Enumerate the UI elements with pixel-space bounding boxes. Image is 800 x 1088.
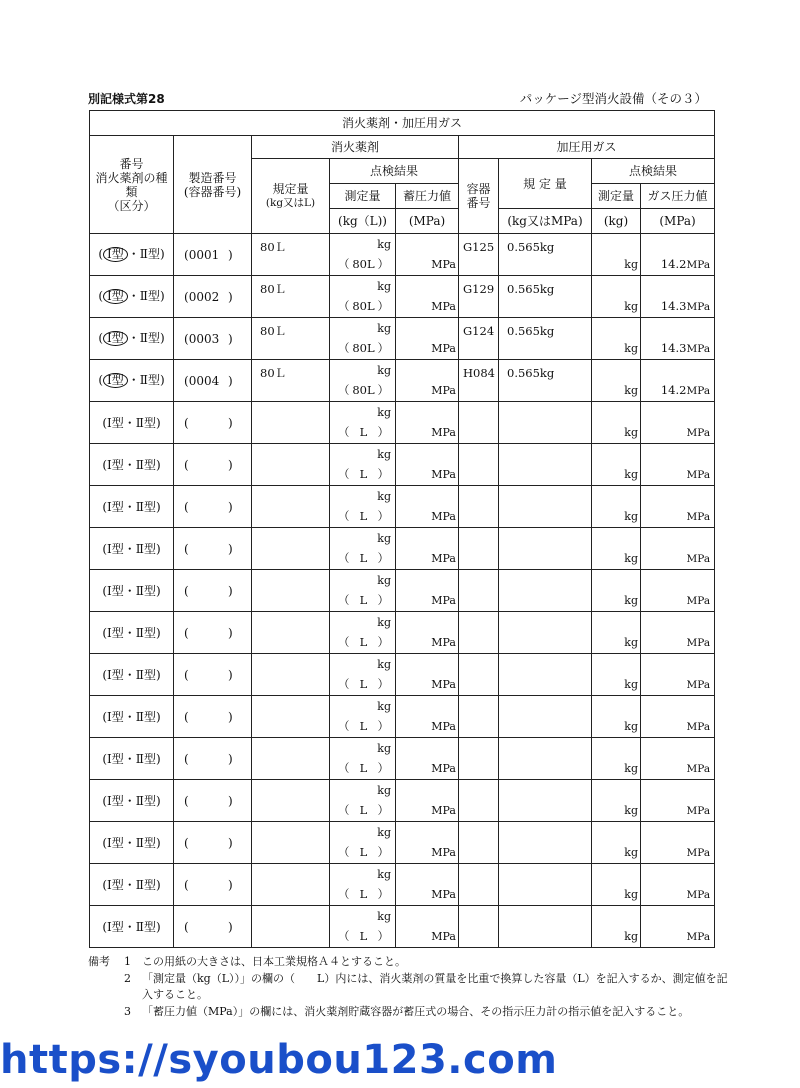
gas-container-cell[interactable]	[459, 696, 499, 738]
header-gas-container: 容器 番号	[459, 159, 499, 234]
type-cell[interactable]: (Ⅰ型・Ⅱ型)	[90, 906, 174, 948]
agent-pressure-cell[interactable]: MPa	[396, 864, 459, 906]
unit-gas-measured: (kg)	[592, 209, 641, 234]
gas-pressure-cell[interactable]: MPa	[641, 864, 715, 906]
selected-type-circle: Ⅰ型	[103, 331, 128, 346]
serial-cell[interactable]: ( )	[174, 780, 252, 822]
gas-measured-cell[interactable]: kg	[592, 654, 641, 696]
agent-measured-cell[interactable]: kg （ 80L ）	[330, 234, 396, 276]
agent-pressure-cell[interactable]: MPa	[396, 738, 459, 780]
remark-text: 「測定量（kg（L））」の欄の（ L）内には、消火薬剤の質量を比重で換算した容量（L）を記入するか、測定値を記入すること。	[142, 971, 728, 1001]
agent-measured-cell[interactable]: kg （ L ）	[330, 696, 396, 738]
agent-measured-cell[interactable]: kg （ L ）	[330, 738, 396, 780]
gas-measured-cell[interactable]: kg	[592, 738, 641, 780]
gas-pressure-cell[interactable]: MPa	[641, 822, 715, 864]
form-title: パッケージ型消火設備（その３）	[519, 91, 707, 106]
type-cell[interactable]: (Ⅰ型・Ⅱ型)	[90, 570, 174, 612]
gas-rated-cell[interactable]: 0.565kg	[499, 318, 592, 360]
gas-container-cell[interactable]	[459, 444, 499, 486]
remark-number: 2	[124, 971, 131, 985]
agent-rated-cell[interactable]	[252, 402, 330, 444]
gas-container-cell[interactable]: G124	[459, 318, 499, 360]
agent-rated-cell[interactable]	[252, 528, 330, 570]
agent-pressure-cell[interactable]: MPa	[396, 570, 459, 612]
unit-agent-pressure: (MPa)	[396, 209, 459, 234]
gas-measured-cell[interactable]: kg	[592, 318, 641, 360]
serial-cell[interactable]: ( )	[174, 528, 252, 570]
agent-rated-cell[interactable]	[252, 612, 330, 654]
unit-agent-measured: (kg（L))	[330, 209, 396, 234]
header-agent-pressure: 蓄圧力値	[396, 184, 459, 209]
table-row	[90, 654, 715, 696]
header-agent-inspection: 点検結果	[330, 159, 459, 184]
agent-pressure-cell[interactable]: MPa	[396, 234, 459, 276]
inspection-table	[89, 110, 715, 948]
gas-rated-cell[interactable]	[499, 822, 592, 864]
gas-measured-cell[interactable]: kg	[592, 528, 641, 570]
agent-measured-cell[interactable]: kg （ L ）	[330, 486, 396, 528]
type-cell[interactable]: (Ⅰ型・Ⅱ型)	[90, 528, 174, 570]
table-row	[90, 444, 715, 486]
agent-measured-cell[interactable]: kg （ L ）	[330, 654, 396, 696]
gas-pressure-cell[interactable]: MPa	[641, 654, 715, 696]
agent-measured-cell[interactable]: kg （ L ）	[330, 780, 396, 822]
gas-container-cell[interactable]	[459, 486, 499, 528]
serial-cell[interactable]: ( )	[174, 864, 252, 906]
table-row	[90, 612, 715, 654]
gas-measured-cell[interactable]: kg	[592, 234, 641, 276]
agent-pressure-cell[interactable]: MPa	[396, 696, 459, 738]
gas-pressure-cell[interactable]: MPa	[641, 906, 715, 948]
gas-pressure-cell[interactable]: 14.3MPa	[641, 276, 715, 318]
gas-rated-cell[interactable]: 0.565kg	[499, 360, 592, 402]
serial-cell[interactable]: ( )	[174, 906, 252, 948]
gas-measured-cell[interactable]: kg	[592, 570, 641, 612]
agent-measured-cell[interactable]: kg （ L ）	[330, 612, 396, 654]
agent-measured-cell[interactable]: kg （ L ）	[330, 528, 396, 570]
agent-pressure-cell[interactable]: MPa	[396, 486, 459, 528]
agent-pressure-cell[interactable]: MPa	[396, 906, 459, 948]
gas-rated-cell[interactable]	[499, 696, 592, 738]
gas-pressure-cell[interactable]: MPa	[641, 696, 715, 738]
type-cell[interactable]: (Ⅰ型・Ⅱ型)	[90, 654, 174, 696]
agent-rated-cell[interactable]: 80Ｌ	[252, 234, 330, 276]
gas-pressure-cell[interactable]: MPa	[641, 738, 715, 780]
type-cell[interactable]: (Ⅰ型・Ⅱ型)	[90, 696, 174, 738]
remark-number: 1	[124, 955, 131, 968]
type-cell[interactable]: ( Ⅰ型 ・Ⅱ型)	[90, 276, 174, 318]
remarks	[88, 954, 728, 1020]
agent-measured-cell[interactable]: kg （ 80L ）	[330, 318, 396, 360]
header-gas-inspection: 点検結果	[592, 159, 715, 184]
gas-pressure-cell[interactable]: 14.2MPa	[641, 360, 715, 402]
gas-rated-cell[interactable]: 0.565kg	[499, 234, 592, 276]
selected-type-circle: Ⅰ型	[103, 373, 128, 388]
serial-cell[interactable]: ( )	[174, 654, 252, 696]
type-cell[interactable]: (Ⅰ型・Ⅱ型)	[90, 864, 174, 906]
agent-measured-cell[interactable]: kg （ 80L ）	[330, 360, 396, 402]
serial-cell[interactable]: ( )	[174, 570, 252, 612]
unit-gas-rated: (kg又はMPa)	[499, 209, 592, 234]
table-row	[90, 318, 715, 360]
gas-container-cell[interactable]	[459, 822, 499, 864]
agent-rated-cell[interactable]: 80Ｌ	[252, 360, 330, 402]
form-number: 別記様式第28	[88, 92, 165, 106]
table-row	[90, 906, 715, 948]
type-cell[interactable]: (Ⅰ型・Ⅱ型)	[90, 486, 174, 528]
agent-measured-cell[interactable]: kg （ L ）	[330, 822, 396, 864]
agent-rated-cell[interactable]: 80Ｌ	[252, 318, 330, 360]
header-serial: 製造番号 (容器番号)	[174, 136, 252, 234]
agent-pressure-cell[interactable]: MPa	[396, 822, 459, 864]
type-cell[interactable]: (Ⅰ型・Ⅱ型)	[90, 822, 174, 864]
header-agent-measured: 測定量	[330, 184, 396, 209]
gas-measured-cell[interactable]: kg	[592, 822, 641, 864]
gas-pressure-cell[interactable]: MPa	[641, 444, 715, 486]
table-row	[90, 738, 715, 780]
selected-type-circle: Ⅰ型	[103, 289, 128, 304]
gas-container-cell[interactable]	[459, 780, 499, 822]
agent-pressure-cell[interactable]: MPa	[396, 444, 459, 486]
agent-pressure-cell[interactable]: MPa	[396, 528, 459, 570]
remarks-label: 備考	[88, 955, 110, 968]
agent-pressure-cell[interactable]: MPa	[396, 780, 459, 822]
gas-pressure-cell[interactable]: MPa	[641, 402, 715, 444]
table-row	[90, 570, 715, 612]
serial-cell[interactable]: (0001 )	[174, 234, 252, 276]
gas-pressure-cell[interactable]: 14.2MPa	[641, 234, 715, 276]
remark-number: 3	[124, 1004, 131, 1018]
agent-measured-cell[interactable]: kg （ L ）	[330, 864, 396, 906]
type-cell[interactable]: (Ⅰ型・Ⅱ型)	[90, 738, 174, 780]
gas-measured-cell[interactable]: kg	[592, 780, 641, 822]
type-cell[interactable]: ( Ⅰ型 ・Ⅱ型)	[90, 234, 174, 276]
table-row	[90, 360, 715, 402]
gas-rated-cell[interactable]	[499, 444, 592, 486]
gas-measured-cell[interactable]: kg	[592, 864, 641, 906]
serial-cell[interactable]: (0003 )	[174, 318, 252, 360]
gas-rated-cell[interactable]	[499, 654, 592, 696]
header-agent-rated: 規定量 (kg又はL)	[252, 159, 330, 234]
table-row	[90, 486, 715, 528]
agent-rated-cell[interactable]: 80Ｌ	[252, 276, 330, 318]
gas-pressure-cell[interactable]: MPa	[641, 528, 715, 570]
serial-cell[interactable]: ( )	[174, 696, 252, 738]
serial-cell[interactable]: ( )	[174, 822, 252, 864]
type-cell[interactable]: ( Ⅰ型 ・Ⅱ型)	[90, 318, 174, 360]
serial-cell[interactable]: ( )	[174, 402, 252, 444]
gas-pressure-cell[interactable]: MPa	[641, 570, 715, 612]
gas-rated-cell[interactable]	[499, 486, 592, 528]
gas-rated-cell[interactable]	[499, 402, 592, 444]
gas-pressure-cell[interactable]: MPa	[641, 486, 715, 528]
gas-rated-cell[interactable]	[499, 780, 592, 822]
agent-rated-cell[interactable]	[252, 444, 330, 486]
agent-measured-cell[interactable]: kg （ L ）	[330, 402, 396, 444]
table-caption: 消火薬剤・加圧用ガス	[90, 111, 715, 136]
agent-rated-cell[interactable]	[252, 780, 330, 822]
unit-gas-pressure: (MPa)	[641, 209, 715, 234]
gas-measured-cell[interactable]: kg	[592, 612, 641, 654]
gas-measured-cell[interactable]: kg	[592, 696, 641, 738]
gas-pressure-cell[interactable]: MPa	[641, 780, 715, 822]
gas-rated-cell[interactable]	[499, 528, 592, 570]
serial-cell[interactable]: (0002 )	[174, 276, 252, 318]
agent-measured-cell[interactable]: kg （ L ）	[330, 570, 396, 612]
gas-rated-cell[interactable]	[499, 906, 592, 948]
serial-cell[interactable]: ( )	[174, 444, 252, 486]
agent-pressure-cell[interactable]: MPa	[396, 612, 459, 654]
header-agent: 消火薬剤	[252, 136, 459, 159]
gas-container-cell[interactable]	[459, 864, 499, 906]
type-cell[interactable]: (Ⅰ型・Ⅱ型)	[90, 780, 174, 822]
gas-measured-cell[interactable]: kg	[592, 906, 641, 948]
agent-rated-cell[interactable]	[252, 738, 330, 780]
table-row	[90, 822, 715, 864]
gas-container-cell[interactable]: G125	[459, 234, 499, 276]
gas-rated-cell[interactable]	[499, 738, 592, 780]
agent-measured-cell[interactable]: kg （ 80L ）	[330, 276, 396, 318]
gas-rated-cell[interactable]	[499, 864, 592, 906]
site-watermark[interactable]: https://syoubou123.com	[0, 1037, 558, 1083]
gas-measured-cell[interactable]: kg	[592, 486, 641, 528]
gas-rated-cell[interactable]: 0.565kg	[499, 276, 592, 318]
gas-container-cell[interactable]: H084	[459, 360, 499, 402]
table-row	[90, 864, 715, 906]
gas-container-cell[interactable]	[459, 402, 499, 444]
agent-measured-cell[interactable]: kg （ L ）	[330, 906, 396, 948]
gas-pressure-cell[interactable]: 14.3MPa	[641, 318, 715, 360]
agent-pressure-cell[interactable]: MPa	[396, 654, 459, 696]
gas-measured-cell[interactable]: kg	[592, 276, 641, 318]
serial-cell[interactable]: ( )	[174, 612, 252, 654]
table-row	[90, 276, 715, 318]
agent-rated-cell[interactable]	[252, 822, 330, 864]
gas-container-cell[interactable]	[459, 654, 499, 696]
serial-cell[interactable]: ( )	[174, 486, 252, 528]
agent-rated-cell[interactable]	[252, 486, 330, 528]
gas-measured-cell[interactable]: kg	[592, 444, 641, 486]
agent-rated-cell[interactable]	[252, 864, 330, 906]
gas-container-cell[interactable]	[459, 612, 499, 654]
header-gas: 加圧用ガス	[459, 136, 715, 159]
gas-measured-cell[interactable]: kg	[592, 360, 641, 402]
agent-pressure-cell[interactable]: MPa	[396, 276, 459, 318]
agent-pressure-cell[interactable]: MPa	[396, 360, 459, 402]
table-row	[90, 234, 715, 276]
agent-rated-cell[interactable]	[252, 696, 330, 738]
table-row	[90, 402, 715, 444]
agent-pressure-cell[interactable]: MPa	[396, 318, 459, 360]
gas-rated-cell[interactable]	[499, 612, 592, 654]
type-cell[interactable]: ( Ⅰ型 ・Ⅱ型)	[90, 360, 174, 402]
serial-cell[interactable]: (0004 )	[174, 360, 252, 402]
table-row	[90, 780, 715, 822]
header-gas-measured: 測定量	[592, 184, 641, 209]
header-gas-pressure: ガス圧力値	[641, 184, 715, 209]
gas-container-cell[interactable]	[459, 528, 499, 570]
remark-text: 「蓄圧力値（MPa）」の欄には、消火薬剤貯蔵容器が蓄圧式の場合、その指示圧力計の指示値を記入すること。	[142, 1004, 690, 1018]
header-gas-rated: 規 定 量	[499, 159, 592, 209]
serial-cell[interactable]: ( )	[174, 738, 252, 780]
agent-rated-cell[interactable]	[252, 906, 330, 948]
type-cell[interactable]: (Ⅰ型・Ⅱ型)	[90, 444, 174, 486]
table-row	[90, 528, 715, 570]
agent-rated-cell[interactable]	[252, 654, 330, 696]
gas-container-cell[interactable]	[459, 570, 499, 612]
gas-container-cell[interactable]	[459, 906, 499, 948]
gas-container-cell[interactable]: G129	[459, 276, 499, 318]
table-row	[90, 696, 715, 738]
gas-rated-cell[interactable]	[499, 570, 592, 612]
selected-type-circle: Ⅰ型	[103, 247, 128, 262]
remark-text: この用紙の大きさは、日本工業規格Ａ４とすること。	[142, 955, 406, 968]
type-cell[interactable]: (Ⅰ型・Ⅱ型)	[90, 612, 174, 654]
gas-pressure-cell[interactable]: MPa	[641, 612, 715, 654]
agent-rated-cell[interactable]	[252, 570, 330, 612]
gas-measured-cell[interactable]: kg	[592, 402, 641, 444]
agent-measured-cell[interactable]: kg （ L ）	[330, 444, 396, 486]
type-cell[interactable]: (Ⅰ型・Ⅱ型)	[90, 402, 174, 444]
agent-pressure-cell[interactable]: MPa	[396, 402, 459, 444]
gas-container-cell[interactable]	[459, 738, 499, 780]
header-number: 番号 消火薬剤の種類 （区分）	[90, 136, 174, 234]
